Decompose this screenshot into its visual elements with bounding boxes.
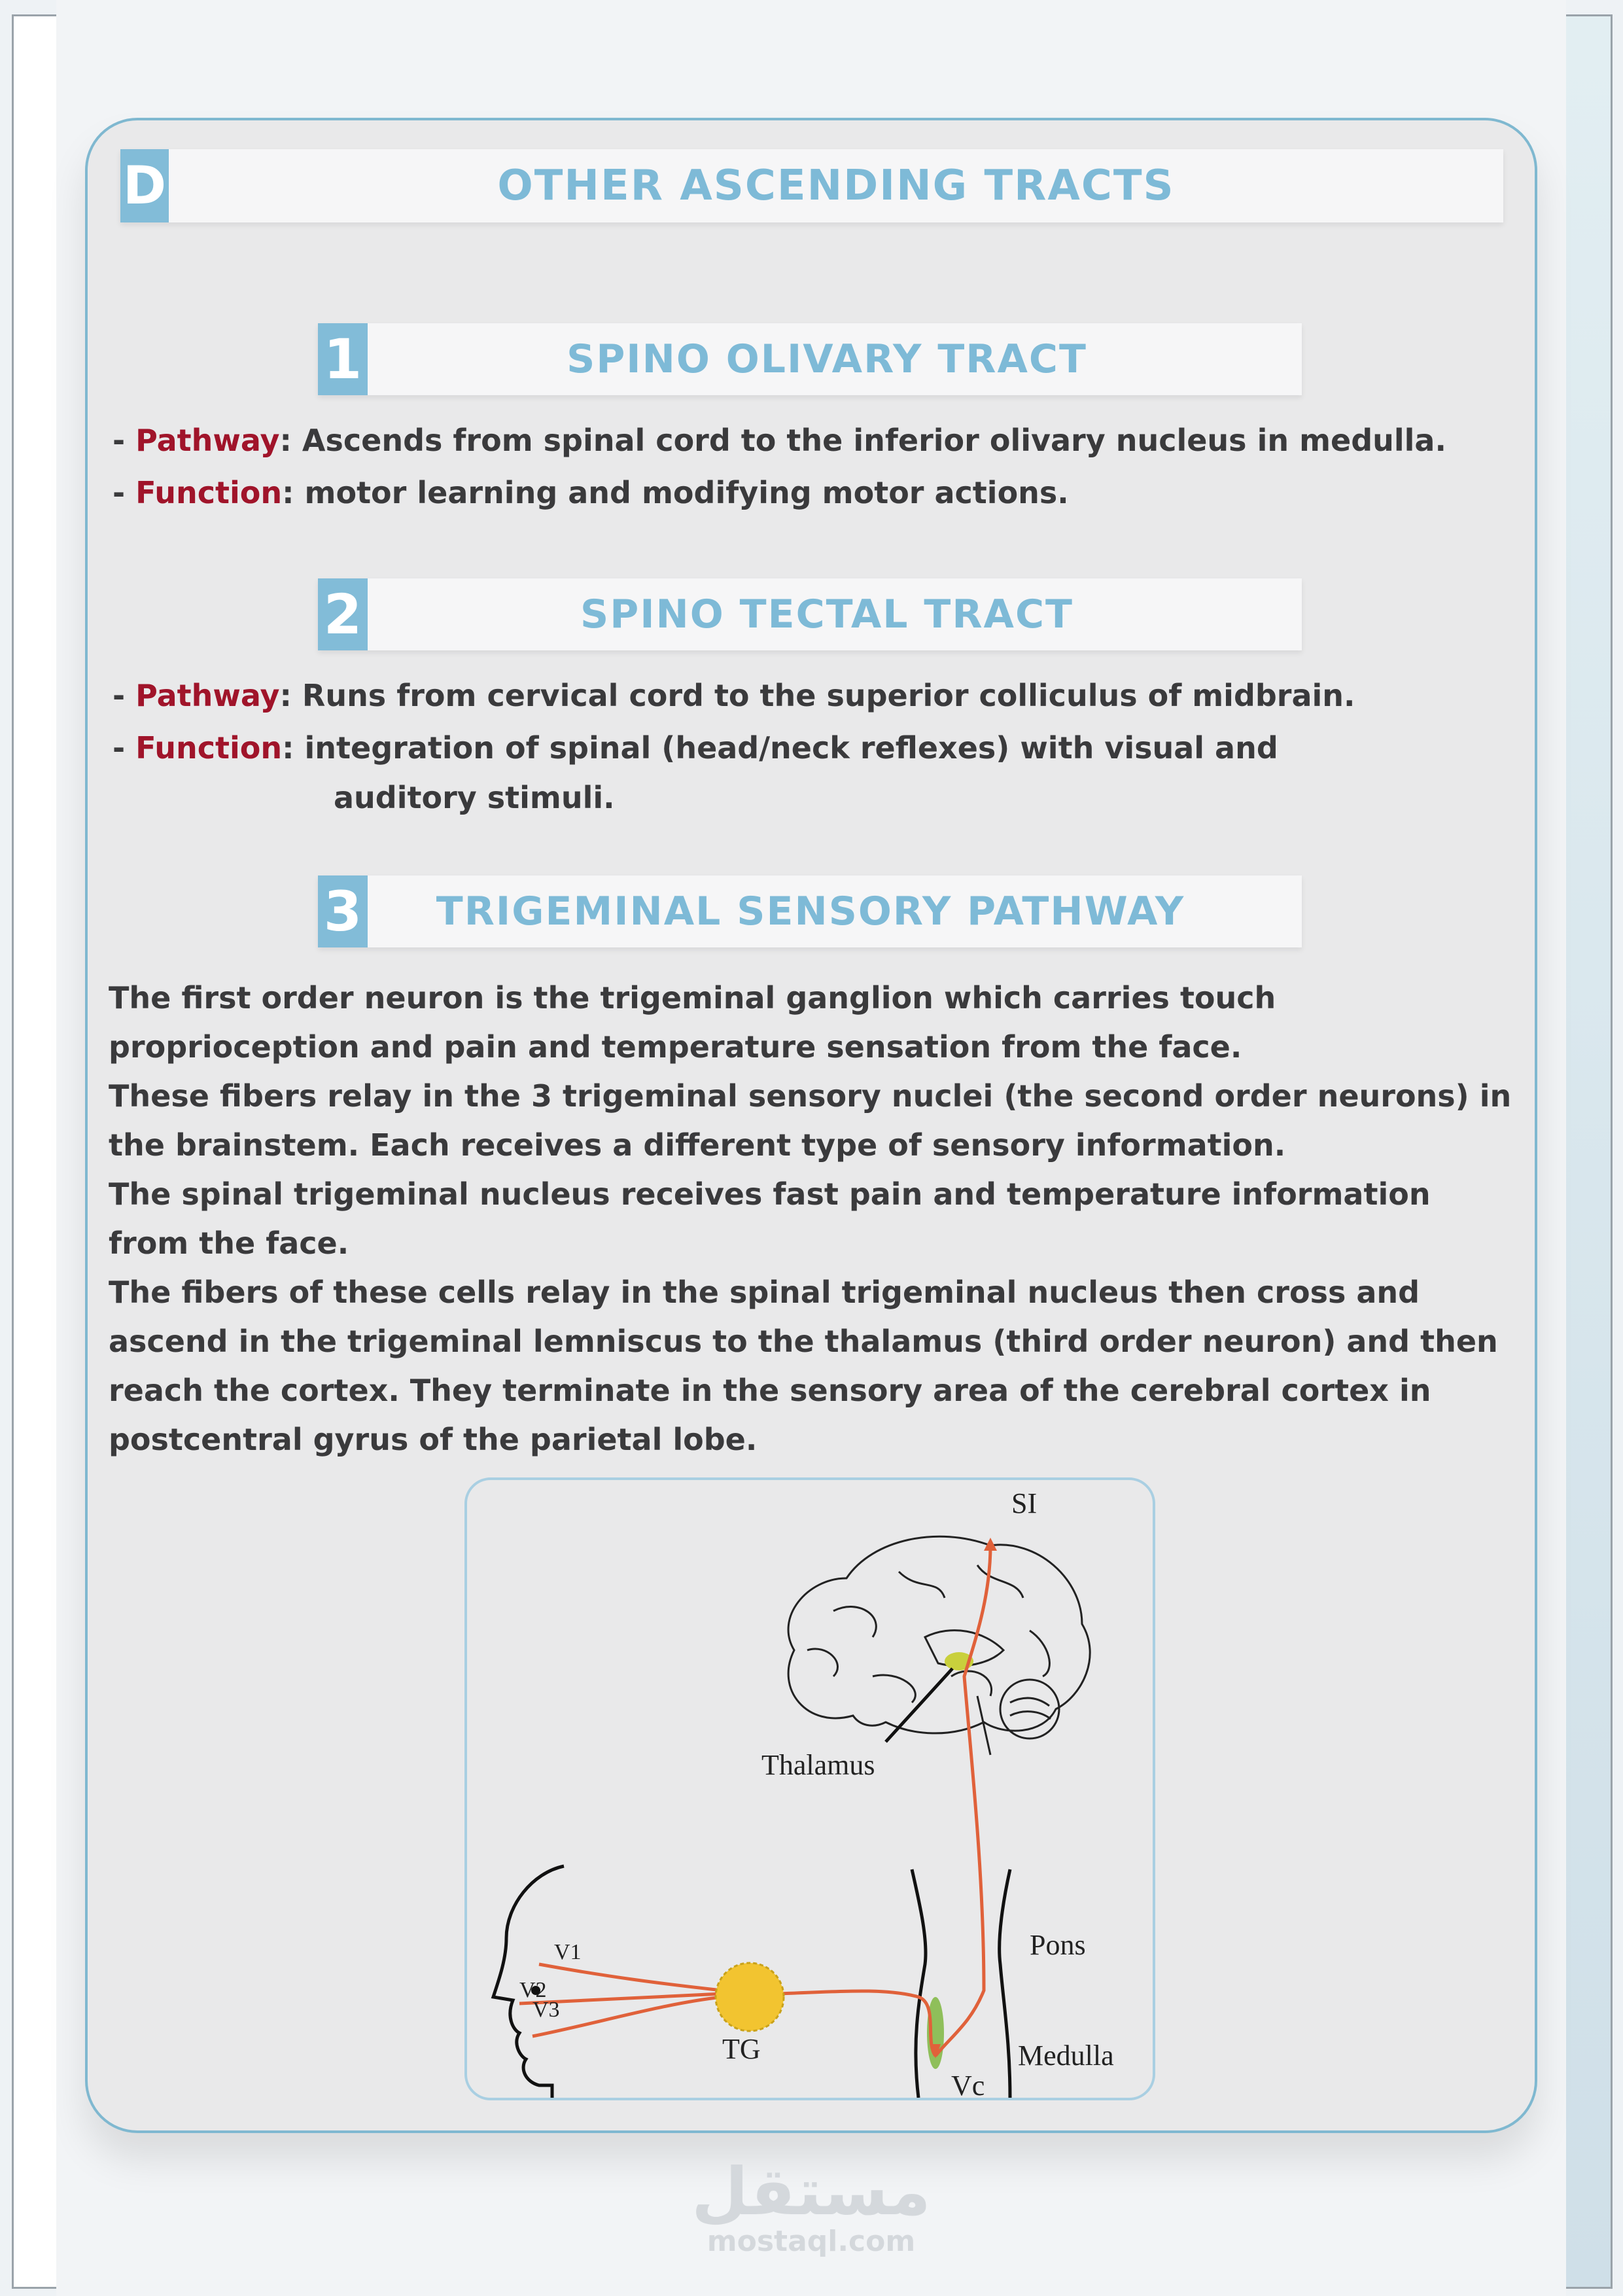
trigeminal-description — [109, 974, 1515, 1464]
label-si: SI — [1011, 1487, 1038, 1519]
subsection-title-1: SPINO OLIVARY TRACT — [567, 336, 1087, 382]
paragraph: The spinal trigeminal nucleus receives fast pain and temperature information from the face. — [109, 1176, 1431, 1261]
subsection-number-1: 1 — [318, 323, 368, 395]
function-line-2-cont: auditory stimuli. — [334, 780, 615, 815]
label-tg: TG — [722, 2033, 761, 2065]
function-label-1: Function — [135, 475, 283, 510]
brainstem-left-edge — [912, 1869, 926, 2098]
function-line-2 — [113, 730, 1278, 766]
paragraph: The fibers of these cells relay in the spinal trigeminal nucleus then cross and ascend in the trigeminal lemniscus to the thalamus (third order neuron) and then reach the cortex. They terminate in the sensory area of the cerebral cortex in postcentral gyrus of the parietal lobe. — [109, 1275, 1498, 1457]
figure-diagram — [467, 1480, 1153, 2098]
label-pons: Pons — [1030, 1929, 1086, 1961]
subsection-number-3: 3 — [318, 875, 368, 947]
watermark-arabic: مستقل — [691, 2153, 931, 2230]
pathway-line-2 — [113, 678, 1355, 713]
dash: - — [113, 678, 136, 713]
function-text-1: : motor learning and modifying motor actions. — [282, 475, 1069, 510]
paragraph: These fibers relay in the 3 trigeminal sensory nuclei (the second order neurons) in the brainstem. Each receives a different type of sensory information. — [109, 1078, 1512, 1163]
watermark — [654, 2153, 968, 2258]
thalamus-pointer — [886, 1669, 952, 1742]
paragraph: The first order neuron is the trigeminal ganglion which carries touch proprioception and pain and temperature sensation from the face. — [109, 980, 1276, 1065]
label-v2: V2 — [519, 1978, 547, 2002]
label-v1: V1 — [554, 1940, 582, 1964]
label-v3: V3 — [532, 1998, 560, 2022]
trigeminal-ganglion — [716, 1963, 784, 2031]
subsection-title-3: TRIGEMINAL SENSORY PATHWAY — [436, 889, 1185, 934]
brain-illustration — [788, 1536, 1090, 1755]
trigeminal-pathway-figure — [464, 1477, 1155, 2100]
page-side-bar — [1566, 14, 1613, 2289]
label-thalamus: Thalamus — [761, 1749, 875, 1781]
subsection-number-2: 2 — [318, 578, 368, 650]
dash: - — [113, 475, 136, 510]
pathway-label-1: Pathway — [135, 423, 280, 458]
function-line-1 — [113, 475, 1069, 510]
page-frame-left — [12, 14, 58, 2289]
dash: - — [113, 423, 136, 458]
label-vc: Vc — [951, 2070, 985, 2098]
pathway-text-2: : Runs from cervical cord to the superior colliculus of midbrain. — [279, 678, 1355, 713]
watermark-latin: mostaql.com — [707, 2225, 916, 2258]
pathway-text-1: : Ascends from spinal cord to the inferior olivary nucleus in medulla. — [279, 423, 1446, 458]
pathway-label-2: Pathway — [135, 678, 280, 713]
brainstem-right-edge — [1000, 1869, 1010, 2098]
section-title: OTHER ASCENDING TRACTS — [497, 162, 1175, 210]
subsection-title-2: SPINO TECTAL TRACT — [580, 592, 1073, 637]
section-badge: D — [120, 149, 169, 222]
function-label-2: Function — [135, 730, 283, 766]
label-medulla: Medulla — [1018, 2040, 1114, 2072]
dash: - — [113, 730, 136, 766]
function-text-2: : integration of spinal (head/neck reflexes) with visual and — [282, 730, 1278, 766]
pathway-line-1 — [113, 423, 1446, 458]
